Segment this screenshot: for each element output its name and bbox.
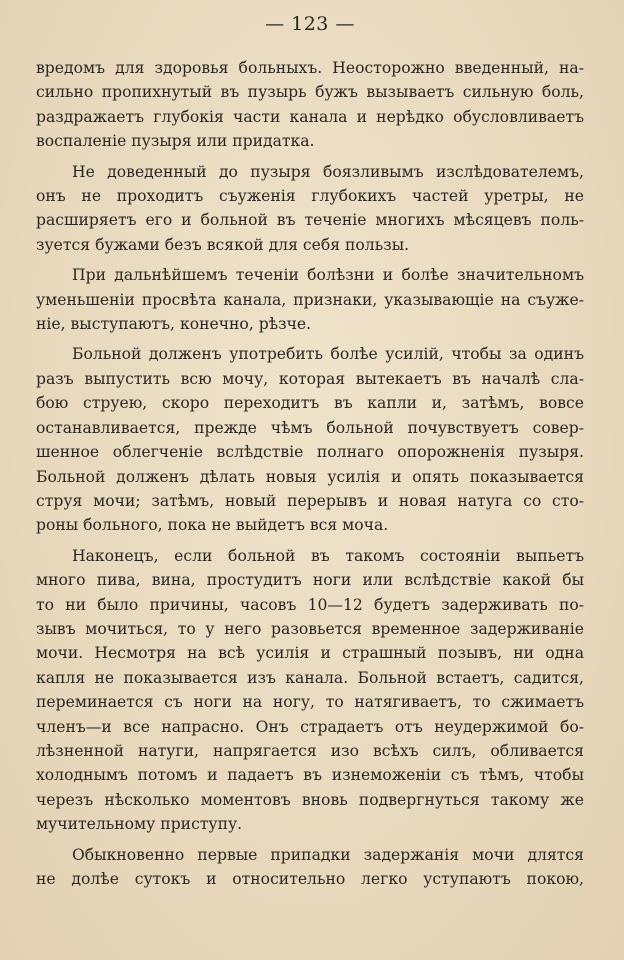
text-line: членъ—и все напрасно. Онъ страдаетъ отъ неудержимой бо- bbox=[36, 717, 584, 736]
paragraph bbox=[36, 843, 584, 892]
text-line: мочи. Несмотря на всѣ усилія и страшный позывъ, ни одна bbox=[36, 644, 584, 663]
text-line: Не доведенный до пузыря боязливымъ изслѣдователемъ, bbox=[72, 162, 584, 181]
text-line: зывъ мочиться, то у него разовьется временное задерживаніе bbox=[36, 619, 584, 638]
text-line: зуется бужами безъ всякой для себя пользы. bbox=[36, 235, 410, 254]
text-line: черезъ нѣсколько моментовъ вновь подвергнуться такому же bbox=[36, 790, 584, 809]
text-line: сильно пропихнутый въ пузырь бужъ вызываетъ сильную боль, bbox=[36, 83, 584, 102]
text-line: холоднымъ потомъ и падаетъ въ изнеможеніи съ тѣмъ, чтобы bbox=[36, 766, 584, 785]
text-line: При дальнѣйшемъ теченіи болѣзни и болѣе значительномъ bbox=[72, 266, 584, 285]
paragraph bbox=[36, 56, 584, 154]
text-line: уменьшеніи просвѣта канала, признаки, указывающіе на съуже- bbox=[36, 290, 584, 309]
paragraph bbox=[36, 342, 584, 537]
text-line: раздражаетъ глубокія части канала и нерѣдко обусловливаетъ bbox=[36, 107, 584, 126]
text-line: Наконецъ, если больной въ такомъ состояніи выпьетъ bbox=[72, 546, 584, 565]
text-line: онъ не проходитъ съуженія глубокихъ частей уретры, не bbox=[36, 187, 584, 206]
text-line: бою струею, скоро переходитъ въ капли и, затѣмъ, вовсе bbox=[36, 394, 584, 413]
text-line: то ни было причины, часовъ 10—12 будетъ задерживать по- bbox=[36, 595, 584, 614]
text-line: капля не показывается изъ канала. Больной встаетъ, садится, bbox=[36, 668, 584, 687]
body-text bbox=[36, 56, 584, 891]
text-line: вредомъ для здоровья больныхъ. Неосторожно введенный, на- bbox=[36, 59, 584, 77]
paragraph bbox=[36, 160, 584, 258]
text-line: лѣзненной натуги, напрягается изо всѣхъ силъ, обливается bbox=[36, 741, 584, 760]
paragraph bbox=[36, 544, 584, 837]
text-line: переминается съ ноги на ногу, то натягиваетъ, то сжимаетъ bbox=[36, 693, 584, 712]
text-line: разъ выпустить всю мочу, которая вытекаетъ въ началѣ сла- bbox=[36, 369, 584, 388]
text-line: Обыкновенно первые припадки задержанія мочи длятся bbox=[72, 845, 584, 864]
text-line: ніе, выступаютъ, конечно, рѣзче. bbox=[36, 315, 312, 334]
text-line: воспаленіе пузыря или придатка. bbox=[36, 132, 315, 151]
text-line: мучительному приступу. bbox=[36, 815, 243, 834]
page-number: — 123 — bbox=[265, 13, 355, 35]
text-line: много пива, вина, простудитъ ноги или вслѣдствіе какой бы bbox=[36, 571, 584, 590]
text-line: Больной долженъ дѣлать новыя усилія и опять показывается bbox=[36, 467, 584, 486]
text-line: струя мочи; затѣмъ, новый перерывъ и новая натуга со сто- bbox=[36, 491, 584, 510]
paragraph bbox=[36, 263, 584, 336]
text-line: роны больного, пока не выйдетъ вся моча. bbox=[36, 516, 389, 535]
text-line: шенное облегченіе вслѣдствіе полнаго опорожненія пузыря. bbox=[36, 443, 584, 462]
text-line: останавливается, прежде чѣмъ больной почувствуетъ совер- bbox=[36, 418, 584, 437]
text-line: не долѣе сутокъ и относительно легко уступаютъ покою, bbox=[36, 870, 584, 888]
text-line: Больной долженъ употребить болѣе усилій, чтобы за одинъ bbox=[72, 345, 584, 364]
text-line: расширяетъ его и больной въ теченіе многихъ мѣсяцевъ поль- bbox=[36, 211, 584, 230]
